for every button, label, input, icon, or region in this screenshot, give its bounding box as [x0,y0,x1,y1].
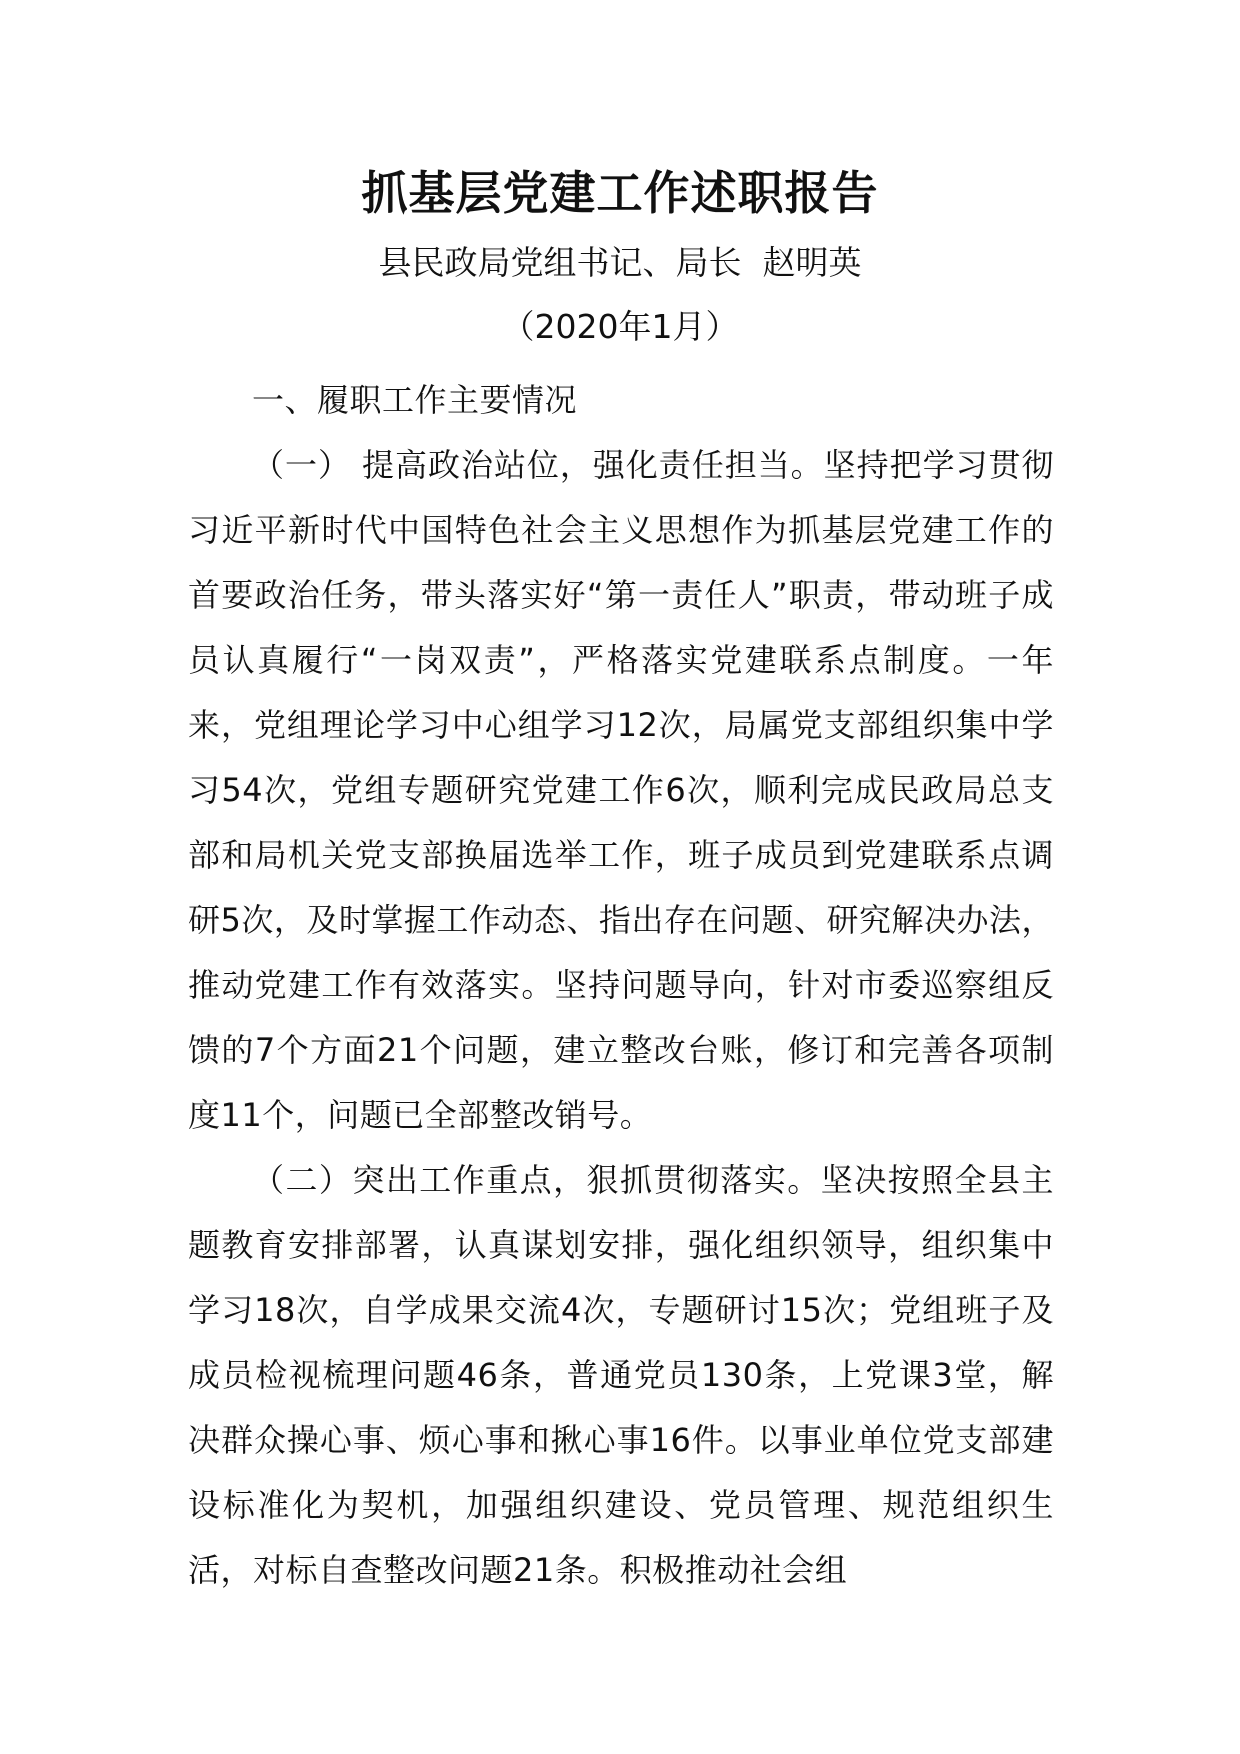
author-line: 县民政局党组书记、局长 赵明英 [378,243,862,282]
document-body [188,368,1054,1603]
paragraph-1: （一） 提高政治站位，强化责任担当。坚持把学习贯彻习近平新时代中国特色社会主义思想作为抓基层党建工作的首要政治任务，带头落实好“第一责任人”职责，带动班子成员认真履行“一岗双责”，严格落实党建联系点制度。一年来，党组理论学习中心组学习12次，局属党支部组织集中学习54次，党组专题研究党建工作6次，顺利完成民政局总支部和局机关党支部换届选举工作，班子成员到党建联系点调研5次，及时掌握工作动态、指出存在问题、研究解决办法，推动党建工作有效落实。坚持问题导向，针对市委巡察组反馈的7个方面21个问题，建立整改台账，修订和完善各项制度11个，问题已全部整改销号。 [188,446,1054,1134]
paragraph-2: （二）突出工作重点，狠抓贯彻落实。坚决按照全县主题教育安排部署，认真谋划安排，强化组织领导，组织集中学习18次，自学成果交流4次，专题研讨15次；党组班子及成员检视梳理问题46条，普通党员130条，上党课3堂，解决群众操心事、烦心事和揪心事16件。以事业单位党支部建设标准化为契机，加强组织建设、党员管理、规范组织生活，对标自查整改问题21条。积极推动社会组 [188,1161,1054,1589]
date-line: （2020年1月） [501,307,739,346]
document-title: 抓基层党建工作述职报告 [361,166,879,220]
section-heading: 一、履职工作主要情况 [252,381,578,419]
